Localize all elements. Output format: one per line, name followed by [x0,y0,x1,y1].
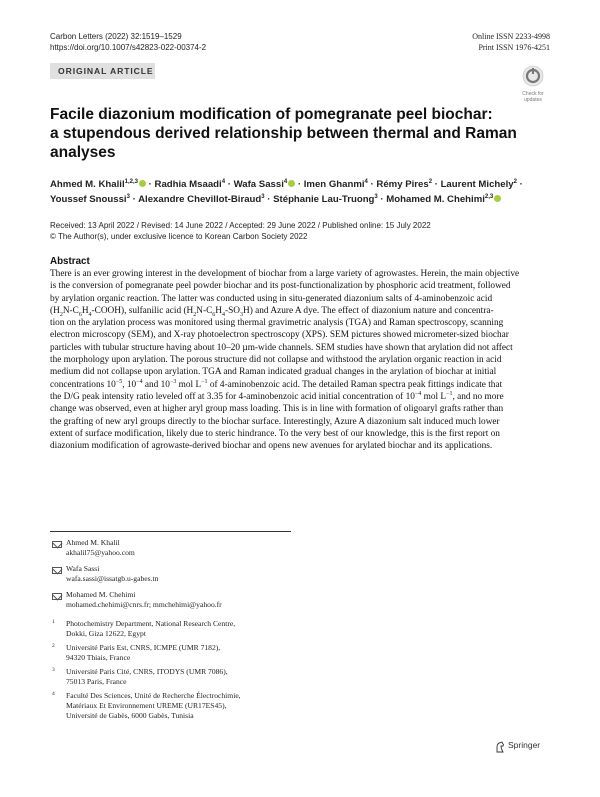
corr-email[interactable]: wafa.sassi@issatgb.u-gabes.tn [66,574,159,583]
affiliation-line: Faculté Des Sciences, Unité de Recherche Électrochimie, [66,691,241,700]
abstract-line: change was observed, even at higher aryl group mass loading. This is in line with formation of oligoaryl grafts rather than [50,404,504,415]
affiliation-line: Université de Gabès, 6000 Gabès, Tunisia [66,711,194,720]
corr-email[interactable]: akhalil75@yahoo.com [66,548,135,557]
corresponding-author [66,590,222,610]
author-name[interactable]: Laurent Michely [440,179,514,191]
print-issn: Print ISSN 1976-4251 [478,43,550,52]
dates-line: Received: 13 April 2022 / Revised: 14 June 2022 / Accepted: 29 June 2022 / Published online: 15 July 2022 [50,221,431,230]
author-aff: 3 [126,194,130,201]
journal-citation: Carbon Letters (2022) 32:1519–1529 [50,32,182,41]
affiliation [66,643,220,663]
publication-history [50,220,431,242]
abstract-line: diazonium modification of agrowaste-derived biochar and opens new avenues for arylated biochar and its applications. [50,441,493,452]
affiliation-line: Photochemistry Department, National Research Centre, [66,619,236,628]
author-line-1: Ahmed M. Khalil$^{1,2,3}$ · Radhia Msaadi$^4$ · Wafa Sassi$^4$ · Imen Ghanmi$^4$ · Rémy Pires$^2$ · Laurent Michely$^2$ · [50,179,523,191]
corr-name: Mohamed M. Chehimi [66,590,136,599]
abstract-line: the morphology upon arylation. The porous structure did not collapse and withstood the arylation organic reaction in acid [50,355,502,366]
online-issn: Online ISSN 2233-4998 [472,32,550,41]
check-updates-icon [518,65,548,87]
affiliation-line: Dokki, Giza 12622, Egypt [66,629,146,638]
abstract-body [50,268,550,452]
section-badge: ORIGINAL ARTICLE [50,63,155,79]
corr-name: Wafa Sassi [66,564,100,573]
affiliation-number: 4 [52,691,55,697]
abstract-line: concentrations $10^{-5}$, $10^{-4}$ and $10^{-3}$ mol $L^{-1}$ of 4-aminobenzoic acid. The detailed Raman spectra peak fittings indicate that [50,378,503,390]
title-line-1: Facile diazonium modification of pomegranate peel biochar: [50,106,493,123]
article-title [50,106,520,162]
envelope-icon [52,593,62,600]
orcid-icon[interactable] [494,195,501,202]
abstract-line: extent of surface modification, likely due to steric hindrance. To the very best of our knowledge, this is the first report on [50,428,500,439]
author-name[interactable]: Ahmed M. Khalil [50,179,125,191]
orcid-icon[interactable] [139,180,146,187]
check-updates-label-2: updates [524,96,542,103]
abstract-line: the D/G peak intensity ratio leveled off at 3.35 for 4-aminobenzoic acid initial concentration of $10^{-4}$ mol $L^{-1}$, and no more [50,390,504,402]
affiliation-number: 2 [52,643,55,649]
abstract-line: the grafting of new aryl groups directly to the biochar surface. Interestingly, Azure A diazonium salt induced much lower [50,416,500,427]
author-list [50,176,550,206]
corresponding-author [66,538,135,558]
check-updates-label-1: Check for [522,91,544,97]
author-line-2: Youssef Snoussi$^3$ · Alexandre Chevillot-Biraud$^3$ · Stéphanie Lau-Truong$^3$ · Mohamed M. Chehimi$^{2,3}$ [50,191,550,206]
affiliation-line: Matériaux Et Environnement UREME (UR17ES45), [66,701,227,710]
check-for-updates-badge[interactable] [518,65,548,101]
author-name[interactable]: Youssef Snoussi [50,194,127,206]
affiliation-line: 75013 Paris, France [66,677,127,686]
abstract-heading: Abstract [50,256,90,267]
author-name[interactable]: Alexandre Chevillot-Biraud [138,194,262,206]
envelope-icon [52,567,62,574]
affiliation-line: Université Paris Cité, CNRS, ITODYS (UMR 7086), [66,667,228,676]
abstract-line: medium did not collapse upon arylation. TGA and Raman indicated gradual changes in the arylation of biochar at initial [50,367,497,378]
affiliation-line: Université Paris Est, CNRS, ICMPE (UMR 7182), [66,643,221,652]
author-aff: 1,2,3 [124,179,138,185]
title-line-2: a stupendous derived relationship between thermal and Raman [50,124,517,142]
author-name[interactable]: Mohamed M. Chehimi [386,194,485,206]
title-line-3: analyses [50,143,116,161]
envelope-icon [52,541,62,548]
abstract-line: by arylation organic reaction. The latter was conducted using in situ-generated diazonium salts of 4-aminobenzoic acid [50,293,493,304]
corr-name: Ahmed M. Khalil [66,538,120,547]
author-aff: 2 [513,179,517,185]
affiliation-line: 94320 Thiais, France [66,653,131,662]
affiliation [66,667,228,687]
author-aff: 3 [374,194,378,201]
abstract-line: particles with tubular structure having about 10–20 µm-wide channels. SEM studies have shown that arylation did not affect [50,342,513,353]
author-name[interactable]: Rémy Pires [376,179,429,191]
publisher-name: Springer [508,740,541,750]
affiliation-number: 1 [52,619,55,625]
orcid-icon[interactable] [288,180,295,187]
affiliation [66,619,235,639]
author-aff: 4 [364,179,368,185]
doi-link[interactable]: https://doi.org/10.1007/s42823-022-00374-2 [50,43,207,52]
author-name[interactable]: Stéphanie Lau-Truong [273,194,375,206]
affiliation-number: 3 [52,667,55,673]
abstract-line: tion on the arylation process was monitored using thermal gravimetric analysis (TGA) and Raman spectroscopy, scanning [50,318,504,329]
author-name[interactable]: Imen Ghanmi [303,179,365,191]
corr-email[interactable]: mohamed.chehimi@cnrs.fr; mmchehimi@yahoo.fr [66,600,222,609]
abstract-line: is the conversion of pomegranate peel powder biochar and its post-functionalization by phosphoric acid treatment, followed [50,281,511,292]
corresponding-author [66,564,158,584]
author-name[interactable]: Wafa Sassi [233,179,284,191]
author-name[interactable]: Radhia Msaadi [154,179,222,191]
author-aff: 2,3 [484,194,494,201]
copyright-line: © The Author(s), under exclusive licence to Korean Carbon Society 2022 [50,232,308,241]
author-aff: 2 [428,179,433,185]
abstract-line: $(H_2N-C_6H_4-COOH)$, sulfanilic acid $(H_2N-C_6H_4-SO_3H)$ and Azure A dye. The effect of diazonium nature and concentra- [50,305,494,318]
springer-horse-icon [494,740,506,752]
footnote-divider [50,531,291,532]
author-aff: 4 [221,179,226,185]
abstract-line: There is an ever growing interest in the development of biochar from a large variety of agrowastes. Herein, the main objective [50,269,520,279]
abstract-line: electron microscopy (SEM), and X-ray photoelectron spectroscopy (XPS). SEM pictures showed micrometer-sized biochar [50,330,509,341]
author-aff: 4 [283,179,288,185]
affiliation [66,691,241,721]
author-aff: 3 [261,194,265,201]
